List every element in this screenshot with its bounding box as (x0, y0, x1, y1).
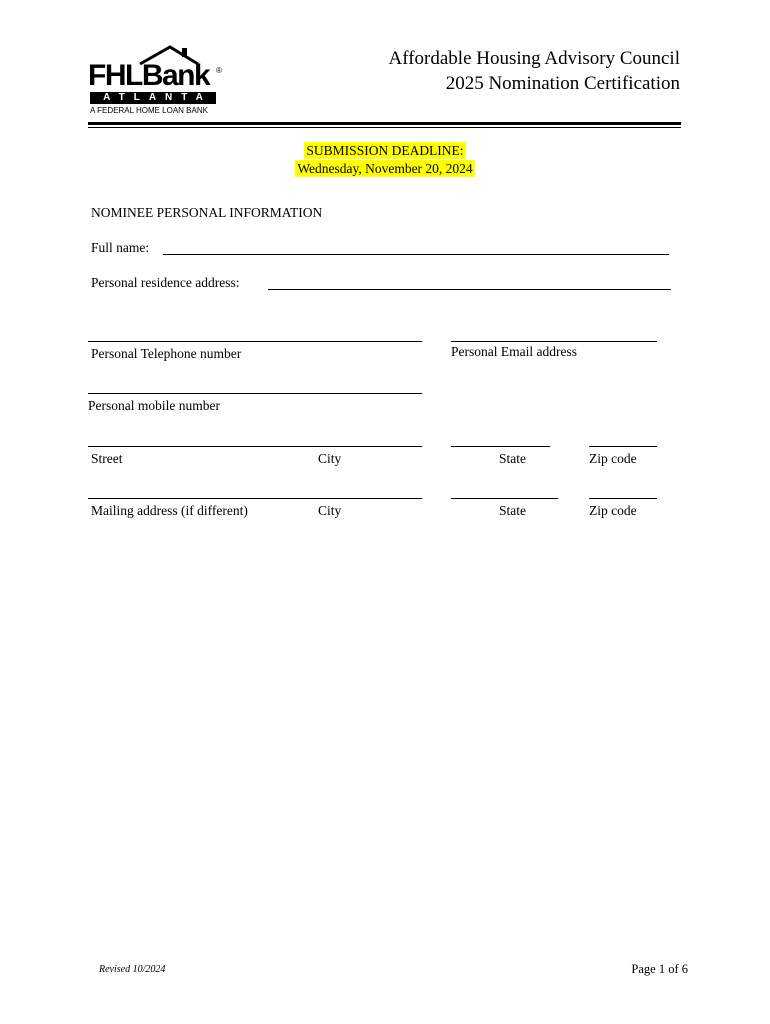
page-subtitle: 2025 Nomination Certification (445, 73, 680, 94)
mailing-state-field[interactable] (451, 498, 558, 499)
logo-wordmark: FHLBank (88, 59, 210, 92)
logo-city-bar: ATLANTA (90, 92, 216, 104)
mailing-address-field[interactable] (88, 498, 422, 499)
registered-mark: ® (216, 66, 222, 75)
telephone-field[interactable] (88, 341, 422, 342)
city-label: City (318, 451, 342, 466)
full-name-field[interactable] (163, 254, 669, 255)
mailing-state-label: State (499, 503, 526, 518)
email-label: Personal Email address (451, 344, 577, 359)
full-name-label: Full name: (91, 240, 150, 255)
logo-tagline: A FEDERAL HOME LOAN BANK (90, 106, 208, 115)
mobile-field[interactable] (88, 393, 422, 394)
header-rule-thick (88, 122, 681, 125)
state-field[interactable] (451, 446, 550, 447)
mobile-label: Personal mobile number (88, 398, 220, 413)
mailing-address-label: Mailing address (if different) (91, 503, 248, 518)
page-title: Affordable Housing Advisory Council (388, 48, 680, 69)
deadline-label: SUBMISSION DEADLINE: (306, 143, 464, 158)
mailing-zip-label: Zip code (589, 503, 637, 518)
deadline-date: Wednesday, November 20, 2024 (297, 161, 473, 176)
email-field[interactable] (451, 341, 657, 342)
section-heading: NOMINEE PERSONAL INFORMATION (91, 205, 323, 220)
zip-label: Zip code (589, 451, 637, 466)
revised-date: Revised 10/2024 (99, 964, 166, 975)
deadline-label-row (0, 142, 770, 160)
fhlbank-logo (88, 44, 228, 118)
mailing-city-label: City (318, 503, 342, 518)
telephone-label: Personal Telephone number (91, 346, 242, 361)
mailing-zip-field[interactable] (589, 498, 657, 499)
state-label: State (499, 451, 526, 466)
street-label: Street (91, 451, 123, 466)
residence-address-field[interactable] (268, 289, 671, 290)
residence-address-label: Personal residence address: (91, 275, 240, 290)
page-number: Page 1 of 6 (631, 962, 688, 976)
header-rule-thin (88, 127, 681, 128)
deadline-date-row (0, 160, 770, 178)
zip-field[interactable] (589, 446, 657, 447)
street-city-field[interactable] (88, 446, 422, 447)
